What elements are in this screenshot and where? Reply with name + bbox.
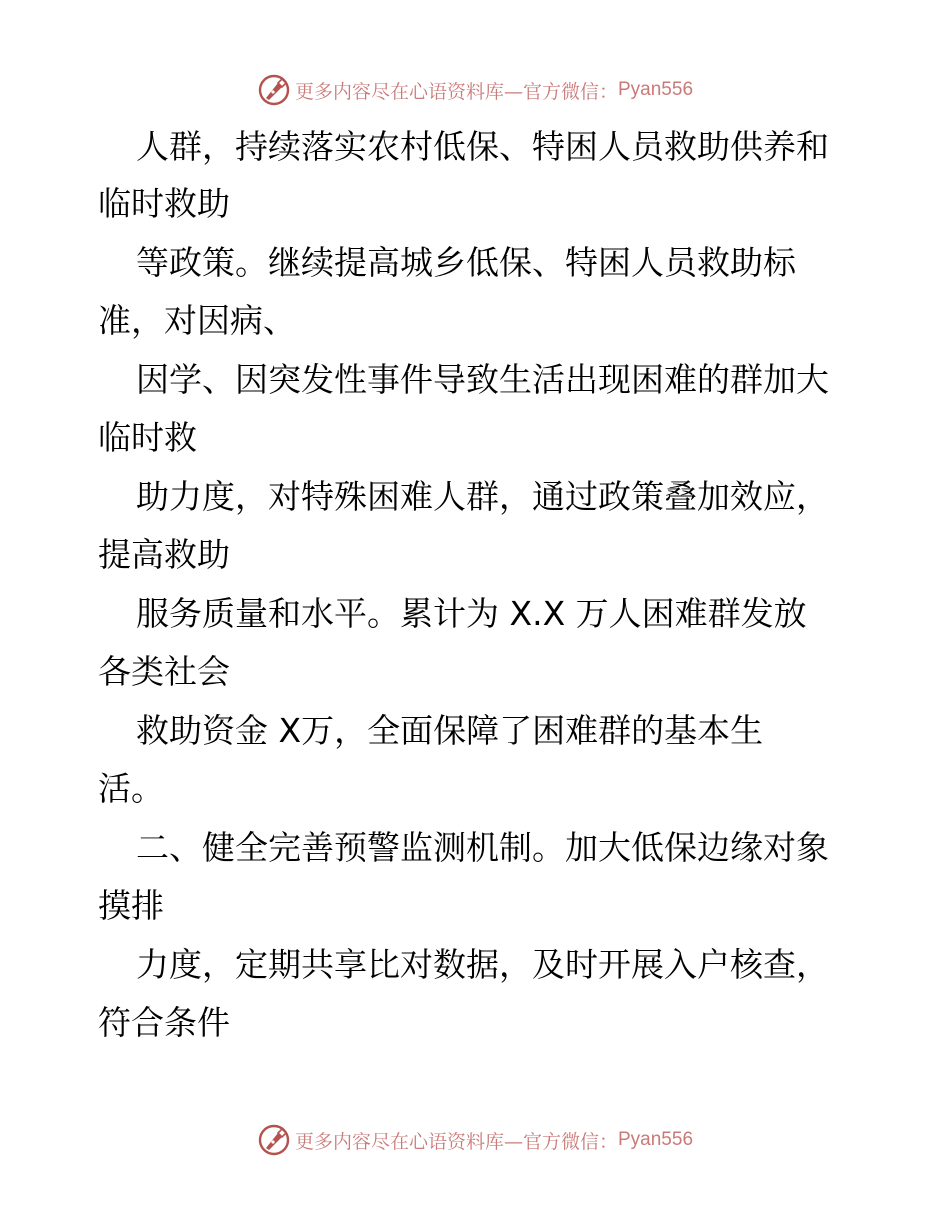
body-line: 救助资金 X万，全面保障了困难群的基本生 [136,711,764,750]
body-line: 摸排 [98,886,164,925]
body-line: 二、健全完善预警监测机制。加大低保边缘对象 [136,828,829,867]
body-line: 等政策。继续提高城乡低保、特困人员救助标 [136,243,796,282]
body-line: 各类社会 [98,652,230,691]
body-line: 力度，定期共享比对数据，及时开展入户核查， [136,945,829,984]
body-line: 助力度，对特殊困难人群，通过政策叠加效应， [136,477,829,516]
body-line: 活。 [98,769,164,808]
header-watermark-banner [0,70,950,110]
header-watermark-text: 更多内容尽在心语资料库—官方微信： [294,80,618,103]
body-line: 人群，持续落实农村低保、特困人员救助供养和 [136,127,829,166]
footer-watermark-text: 更多内容尽在心语资料库—官方微信： [294,1130,618,1153]
body-line: 服务质量和水平。累计为 X.X 万人困难群发放 [136,594,807,633]
footer-watermark-account: Pyan556 [618,1129,694,1150]
pen-nib-circle-icon [257,73,291,107]
body-line: 临时救 [98,418,197,457]
body-line: 准，对因病、 [98,301,296,340]
body-line: 临时救助 [98,184,230,223]
body-line: 提高救助 [98,535,230,574]
pen-nib-circle-icon [257,1123,291,1157]
body-line: 因学、因突发性事件导致生活出现困难的群加大 [136,360,829,399]
header-watermark-account: Pyan556 [618,79,694,100]
footer-watermark-banner [0,1120,950,1160]
body-line: 符合条件 [98,1003,230,1042]
